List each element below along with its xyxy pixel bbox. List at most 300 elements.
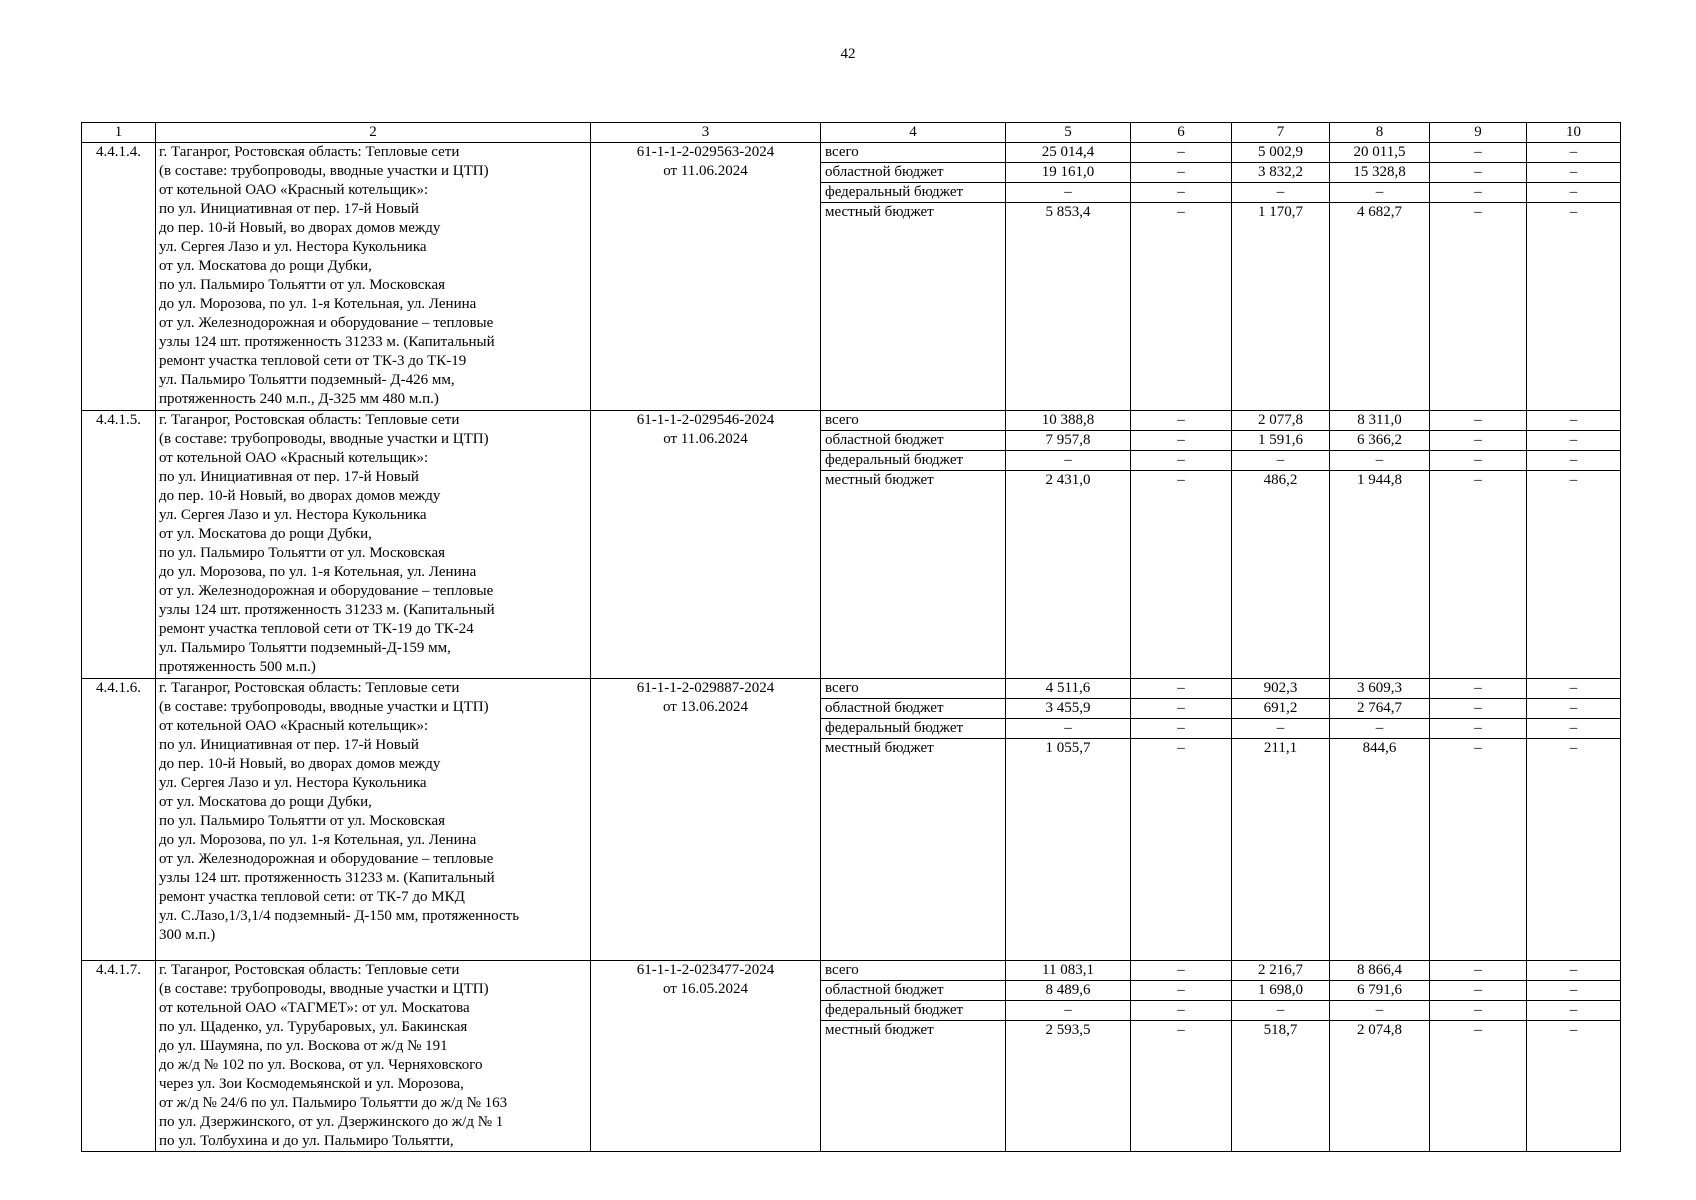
funding-value-cell [1430,961,1527,1152]
funding-line [1430,739,1526,759]
funding-source: федеральный бюджет [821,451,1005,471]
funding-line [1006,203,1130,223]
funding-line [1430,981,1526,1001]
funding-line [1232,719,1329,739]
funding-line [821,183,1005,203]
funding-line [821,431,1005,451]
funding-line [1330,1001,1429,1021]
funding-amount: 4 682,7 [1357,204,1402,220]
funding-source: местный бюджет [825,740,934,756]
funding-amount: 2 764,7 [1330,699,1429,719]
funding-line [1131,1001,1231,1021]
funding-value-cell [1131,679,1232,961]
funding-amount: 3 832,2 [1232,163,1329,183]
funding-source: всего [821,143,1005,163]
funding-subtable [1330,961,1429,1040]
funding-line [1232,1001,1329,1021]
funding-line [821,471,1005,491]
funding-amount: – [1527,1001,1620,1021]
funding-amount: – [1131,981,1231,1001]
funding-line [1232,451,1329,471]
header-cell: 2 [156,123,591,143]
funding-amount: 2 431,0 [1045,472,1091,488]
funding-amount: – [1430,1001,1526,1021]
funding-amount: 20 011,5 [1330,143,1429,163]
funding-amount: – [1330,183,1429,203]
funding-line [1330,961,1429,981]
table-row [82,143,1621,411]
funding-subtable [1232,411,1329,490]
funding-line [1131,431,1231,451]
funding-line [1527,679,1620,699]
funding-subtable [1006,961,1130,1040]
header-cell: 10 [1527,123,1621,143]
funding-amount: – [1006,451,1130,471]
funding-amount: – [1430,143,1526,163]
funding-amount: 10 388,8 [1006,411,1130,431]
funding-subtable [821,143,1005,222]
funding-subtable [1006,679,1130,758]
funding-amount: – [1006,1001,1130,1021]
funding-line [1527,203,1620,223]
funding-amount: – [1527,183,1620,203]
funding-line [1006,451,1130,471]
funding-source: местный бюджет [825,204,934,220]
funding-line [1232,679,1329,699]
funding-line [1430,203,1526,223]
funding-subtable [1131,961,1231,1040]
header-cell: 7 [1232,123,1330,143]
funding-amount: – [1430,451,1526,471]
funding-amount: 8 489,6 [1006,981,1130,1001]
funding-amount: 211,1 [1263,740,1298,756]
funding-source: федеральный бюджет [821,719,1005,739]
funding-amount: 902,3 [1232,679,1329,699]
funding-line [1131,163,1231,183]
funding-amount: 1 055,7 [1045,740,1091,756]
funding-line [1330,183,1429,203]
funding-value-cell [1527,961,1621,1152]
funding-line [1006,679,1130,699]
funding-line [1430,411,1526,431]
funding-amount: 6 366,2 [1330,431,1429,451]
funding-amount: – [1430,699,1526,719]
funding-amount: – [1330,719,1429,739]
funding-value-cell [1131,411,1232,679]
funding-amount: – [1527,961,1620,981]
funding-amount: – [1131,183,1231,203]
funding-subtable [1006,143,1130,222]
funding-amount: – [1569,204,1578,220]
funding-amount: – [1177,204,1185,220]
funding-value-cell [1330,411,1430,679]
funding-line [1232,431,1329,451]
funding-line [1232,699,1329,719]
funding-source: федеральный бюджет [821,1001,1005,1021]
registration-number: 61-1-1-2-023477-2024 от 16.05.2024 [591,961,821,1152]
funding-value-cell [1527,143,1621,411]
funding-value-cell [1232,143,1330,411]
funding-line [1131,411,1231,431]
funding-subtable [821,411,1005,490]
funding-source: всего [821,961,1005,981]
funding-subtable [1330,411,1429,490]
funding-line [1430,143,1526,163]
funding-source: областной бюджет [821,981,1005,1001]
funding-line [1006,961,1130,981]
funding-line [821,1001,1005,1021]
funding-line [1430,679,1526,699]
funding-amount: – [1527,163,1620,183]
object-description: г. Таганрог, Ростовская область: Тепловые сети (в составе: трубопроводы, вводные участки и ЦТП) от котельной ОАО «Красный котельщик»: по ул. Инициативная от пер. 17-й Новый до пер. 10-й Новый, во дворах домов между ул. Сергея Лазо и ул. Нестора Кукольника от ул. Москатова до рощи Дубки, по ул. Пальмиро Тольятти от ул. Московская до ул. Морозова, по ул. 1-я Котельная, ул. Ленина от ул. Железнодорожная и оборудование – тепловые узлы 124 шт. протяженность 31233 м. (Капитальный ремонт участка тепловой сети от ТК-19 до ТК-24 ул. Пальмиро Тольятти подземный-Д-159 мм, протяженность 500 м.п.) [156,411,591,679]
funding-line [1006,143,1130,163]
funding-amount: 15 328,8 [1330,163,1429,183]
funding-value-cell [1131,961,1232,1152]
funding-line [1330,1021,1429,1041]
funding-subtable [1430,961,1526,1040]
funding-value-cell [1006,411,1131,679]
funding-value-cell [1006,143,1131,411]
header-cell: 8 [1330,123,1430,143]
funding-amount: – [1527,411,1620,431]
funding-value-cell [1006,679,1131,961]
funding-amount: – [1131,143,1231,163]
funding-line [1131,183,1231,203]
funding-line [1527,1001,1620,1021]
funding-amount: – [1474,472,1482,488]
row-number: 4.4.1.5. [82,411,156,679]
funding-line [821,1021,1005,1041]
row-number: 4.4.1.4. [82,143,156,411]
funding-line [1330,143,1429,163]
funding-source: областной бюджет [821,431,1005,451]
funding-amount: 8 866,4 [1330,961,1429,981]
funding-subtable [1527,143,1620,222]
funding-value-cell [1527,411,1621,679]
funding-amount: – [1430,163,1526,183]
funding-amount: 844,6 [1362,740,1397,756]
funding-amount: 1 591,6 [1232,431,1329,451]
funding-source: всего [821,411,1005,431]
registration-number: 61-1-1-2-029546-2024 от 11.06.2024 [591,411,821,679]
table-row [82,679,1621,961]
funding-subtable [1430,679,1526,758]
funding-amount: – [1527,719,1620,739]
funding-amount: – [1430,981,1526,1001]
funding-amount: – [1131,451,1231,471]
funding-line [1131,699,1231,719]
funding-line [1131,471,1231,491]
funding-subtable [1330,143,1429,222]
row-number: 4.4.1.6. [82,679,156,961]
funding-line [1430,1001,1526,1021]
funding-line [1006,739,1130,759]
funding-amount: – [1177,472,1185,488]
funding-subtable [1527,679,1620,758]
funding-subtable [1527,961,1620,1040]
funding-subtable [1131,411,1231,490]
funding-line [1232,411,1329,431]
funding-line [1232,739,1329,759]
funding-line [1527,471,1620,491]
funding-line [1527,981,1620,1001]
funding-line [1006,719,1130,739]
funding-amount: 4 511,6 [1006,679,1130,699]
header-cell: 4 [821,123,1006,143]
funding-amount: – [1131,431,1231,451]
funding-line [1330,451,1429,471]
program-table [81,122,1621,1152]
funding-line [821,203,1005,223]
funding-line [1330,471,1429,491]
page-number: 42 [840,46,856,62]
funding-amount: – [1569,740,1578,756]
funding-value-cell [1430,143,1527,411]
funding-line [821,981,1005,1001]
funding-amount: – [1232,1001,1329,1021]
funding-source: местный бюджет [825,1022,934,1038]
funding-amount: – [1430,961,1526,981]
funding-line [1006,981,1130,1001]
funding-amount: 3 609,3 [1330,679,1429,699]
funding-line [1527,699,1620,719]
table-row [82,961,1621,1152]
funding-value-cell [1430,411,1527,679]
funding-subtable [1006,411,1130,490]
funding-subtable [1330,679,1429,758]
funding-line [1527,739,1620,759]
header-row [82,123,1621,143]
funding-amount: – [1430,431,1526,451]
funding-line [1232,961,1329,981]
row-number: 4.4.1.7. [82,961,156,1152]
funding-subtable [1131,679,1231,758]
funding-amount: – [1430,183,1526,203]
funding-line [1430,183,1526,203]
funding-value-cell [1330,679,1430,961]
funding-value-cell [1330,961,1430,1152]
funding-line [1527,163,1620,183]
funding-amount: 2 593,5 [1045,1022,1091,1038]
funding-amount: – [1527,679,1620,699]
object-description: г. Таганрог, Ростовская область: Тепловые сети (в составе: трубопроводы, вводные участки и ЦТП) от котельной ОАО «ТАГМЕТ»: от ул. Москатова по ул. Щаденко, ул. Турубаровых, ул. Бакинская до ул. Шаумяна, по ул. Воскова от ж/д № 191 до ж/д № 102 по ул. Воскова, от ул. Черняховского через ул. Зои Космодемьянской и ул. Морозова, от ж/д № 24/6 по ул. Пальмиро Тольятти до ж/д № 163 по ул. Дзержинского, от ул. Дзержинского до ж/д № 1 по ул. Толбухина и до ул. Пальмиро Тольятти, [156,961,591,1152]
funding-line [821,163,1005,183]
funding-source-cell [821,411,1006,679]
funding-amount: 7 957,8 [1006,431,1130,451]
funding-amount: – [1131,679,1231,699]
funding-line [821,961,1005,981]
funding-line [1527,451,1620,471]
funding-value-cell [1527,679,1621,961]
funding-line [1006,431,1130,451]
funding-line [1006,163,1130,183]
funding-subtable [1131,143,1231,222]
funding-source-cell [821,143,1006,411]
funding-amount: – [1232,719,1329,739]
funding-line [1131,143,1231,163]
funding-line [1006,471,1130,491]
funding-subtable [1232,961,1329,1040]
funding-amount: – [1131,719,1231,739]
funding-source: всего [821,679,1005,699]
registration-number: 61-1-1-2-029563-2024 от 11.06.2024 [591,143,821,411]
funding-amount: – [1430,411,1526,431]
funding-line [1131,981,1231,1001]
funding-amount: 486,2 [1263,472,1298,488]
funding-amount: – [1527,451,1620,471]
funding-amount: 5 002,9 [1232,143,1329,163]
funding-amount: – [1330,451,1429,471]
funding-amount: 5 853,4 [1045,204,1091,220]
funding-amount: – [1430,719,1526,739]
funding-amount: – [1131,699,1231,719]
funding-line [1330,163,1429,183]
funding-amount: 8 311,0 [1330,411,1429,431]
funding-line [1232,1021,1329,1041]
funding-line [1330,981,1429,1001]
object-description: г. Таганрог, Ростовская область: Тепловые сети (в составе: трубопроводы, вводные участки и ЦТП) от котельной ОАО «Красный котельщик»: по ул. Инициативная от пер. 17-й Новый до пер. 10-й Новый, во дворах домов между ул. Сергея Лазо и ул. Нестора Кукольника от ул. Москатова до рощи Дубки, по ул. Пальмиро Тольятти от ул. Московская до ул. Морозова, по ул. 1-я Котельная, ул. Ленина от ул. Железнодорожная и оборудование – тепловые узлы 124 шт. протяженность 31233 м. (Капитальный ремонт участка тепловой сети: от ТК-7 до МКД ул. С.Лазо,1/3,1/4 подземный- Д-150 мм, протяженность 300 м.п.) [156,679,591,961]
funding-subtable [1232,143,1329,222]
funding-line [1131,1021,1231,1041]
funding-amount: – [1569,1022,1578,1038]
funding-amount: 1 944,8 [1357,472,1402,488]
funding-source-cell [821,679,1006,961]
header-cell: 6 [1131,123,1232,143]
funding-source: федеральный бюджет [821,183,1005,203]
funding-amount: – [1474,204,1482,220]
funding-amount: – [1330,1001,1429,1021]
table-row [82,411,1621,679]
funding-line [1006,411,1130,431]
header-cell: 9 [1430,123,1527,143]
funding-line [1131,719,1231,739]
header-cell: 1 [82,123,156,143]
funding-line [1430,719,1526,739]
funding-amount: – [1569,472,1578,488]
funding-source: областной бюджет [821,699,1005,719]
funding-amount: 2 074,8 [1357,1022,1402,1038]
funding-subtable [1527,411,1620,490]
registration-number: 61-1-1-2-029887-2024 от 13.06.2024 [591,679,821,961]
funding-amount: – [1474,740,1482,756]
funding-amount: – [1527,699,1620,719]
funding-line [1232,471,1329,491]
funding-amount: 6 791,6 [1330,981,1429,1001]
funding-line [1430,471,1526,491]
funding-amount: 2 077,8 [1232,411,1329,431]
funding-amount: 25 014,4 [1006,143,1130,163]
funding-value-cell [1430,679,1527,961]
funding-subtable [821,679,1005,758]
funding-line [1430,961,1526,981]
funding-line [1330,679,1429,699]
funding-amount: – [1177,1022,1185,1038]
funding-subtable [1430,411,1526,490]
funding-line [1232,143,1329,163]
funding-subtable [821,961,1005,1040]
funding-value-cell [1232,411,1330,679]
funding-line [1330,411,1429,431]
funding-line [821,451,1005,471]
funding-source-cell [821,961,1006,1152]
funding-line [1131,961,1231,981]
funding-line [1330,431,1429,451]
funding-amount: – [1131,411,1231,431]
funding-amount: – [1131,961,1231,981]
funding-line [1330,699,1429,719]
funding-amount: – [1131,163,1231,183]
funding-line [821,679,1005,699]
funding-amount: – [1232,451,1329,471]
funding-line [1330,203,1429,223]
funding-line [1131,451,1231,471]
funding-amount: – [1430,679,1526,699]
funding-amount: 11 083,1 [1006,961,1130,981]
funding-amount: 691,2 [1232,699,1329,719]
funding-line [1527,411,1620,431]
funding-line [1232,163,1329,183]
funding-source: областной бюджет [821,163,1005,183]
funding-subtable [1232,679,1329,758]
funding-line [1232,981,1329,1001]
funding-amount: – [1474,1022,1482,1038]
funding-line [821,143,1005,163]
funding-line [1527,431,1620,451]
funding-amount: 518,7 [1263,1022,1298,1038]
funding-line [1527,143,1620,163]
funding-line [1006,183,1130,203]
funding-line [1006,1001,1130,1021]
funding-amount: 2 216,7 [1232,961,1329,981]
funding-line [821,699,1005,719]
funding-amount: – [1177,740,1185,756]
funding-amount: 3 455,9 [1006,699,1130,719]
funding-value-cell [1131,143,1232,411]
object-description: г. Таганрог, Ростовская область: Тепловые сети (в составе: трубопроводы, вводные участки и ЦТП) от котельной ОАО «Красный котельщик»: по ул. Инициативная от пер. 17-й Новый до пер. 10-й Новый, во дворах домов между ул. Сергея Лазо и ул. Нестора Кукольника от ул. Москатова до рощи Дубки, по ул. Пальмиро Тольятти от ул. Московская до ул. Морозова, по ул. 1-я Котельная, ул. Ленина от ул. Железнодорожная и оборудование – тепловые узлы 124 шт. протяженность 31233 м. (Капитальный ремонт участка тепловой сети от ТК-3 до ТК-19 ул. Пальмиро Тольятти подземный- Д-426 мм, протяженность 240 м.п., Д-325 мм 480 м.п.) [156,143,591,411]
funding-line [1527,183,1620,203]
funding-source: местный бюджет [825,472,934,488]
funding-amount: 19 161,0 [1006,163,1130,183]
funding-line [1527,1021,1620,1041]
funding-line [1430,699,1526,719]
funding-line [1131,679,1231,699]
funding-line [821,719,1005,739]
funding-amount: 1 170,7 [1258,204,1303,220]
funding-amount: 1 698,0 [1232,981,1329,1001]
funding-value-cell [1232,961,1330,1152]
funding-line [1527,719,1620,739]
funding-amount: – [1527,143,1620,163]
funding-amount: – [1527,981,1620,1001]
funding-line [1131,203,1231,223]
funding-amount: – [1006,719,1130,739]
funding-subtable [1430,143,1526,222]
funding-line [821,411,1005,431]
funding-line [1430,431,1526,451]
funding-line [1430,451,1526,471]
header-cell: 3 [591,123,821,143]
funding-value-cell [1006,961,1131,1152]
funding-line [1430,1021,1526,1041]
funding-line [821,739,1005,759]
funding-line [1330,739,1429,759]
funding-value-cell [1232,679,1330,961]
funding-line [1006,1021,1130,1041]
funding-amount: – [1006,183,1130,203]
funding-amount: – [1527,431,1620,451]
funding-amount: – [1232,183,1329,203]
funding-line [1006,699,1130,719]
